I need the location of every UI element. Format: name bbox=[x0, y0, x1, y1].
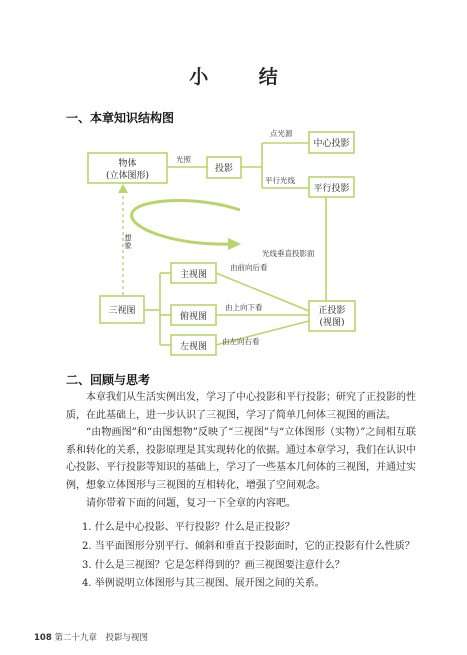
page-title: 小 结 bbox=[189, 66, 300, 88]
edge-label-parallel-light: 平行光线 bbox=[265, 176, 295, 185]
question-1: 1. 什么是中心投影、平行投影？什么是正投影？ bbox=[82, 522, 295, 533]
edge-label-left-dir: 由左向右看 bbox=[222, 337, 260, 346]
node-front-label: 主视图 bbox=[179, 270, 208, 280]
section-heading-review: 二、回顾与思考 bbox=[66, 373, 151, 387]
node-solid-label: 物体 bbox=[118, 159, 137, 169]
node-left-label: 左视图 bbox=[179, 342, 208, 352]
paragraph-1: 本章我们从生活实例出发，学习了中心投影和平行投影；研究了正投影的性质，在此基础上，进一步认识了三视图，学习了简单几何体三视图的画法。 bbox=[66, 392, 416, 421]
question-2: 2. 当平面图形分别平行、倾斜和垂直于投影面时，它的正投影有什么性质？ bbox=[82, 540, 415, 552]
node-projection-label: 投影 bbox=[214, 164, 234, 174]
node-three-view-label: 三视图 bbox=[108, 306, 136, 316]
section-heading-structure: 一、本章知识结构图 bbox=[66, 111, 175, 125]
edge-label-imagine: 想象 bbox=[123, 234, 133, 249]
question-3: 3. 什么是三视图？它是怎样得到的？画三视图要注意什么？ bbox=[82, 559, 345, 571]
question-list bbox=[66, 519, 416, 594]
node-central-label: 中心投影 bbox=[313, 139, 350, 149]
edge-label-top-dir: 由上向下看 bbox=[225, 303, 263, 312]
swirl-arrowhead-icon bbox=[228, 238, 241, 250]
node-solid-sublabel: (立体图形) bbox=[105, 171, 150, 181]
node-parallel-label: 平行投影 bbox=[313, 184, 350, 194]
chapter-title: 第二十九章 投影与视图 bbox=[54, 633, 148, 643]
node-ortho-label: 正投影 bbox=[318, 306, 346, 316]
page-number: 108 bbox=[34, 633, 52, 643]
arrowhead-up-icon bbox=[118, 184, 128, 193]
question-4: 4. 举例说明立体图形与其三视图、展开图之间的关系。 bbox=[82, 578, 325, 590]
edge-label-illumination: 光照 bbox=[176, 155, 191, 164]
paragraph-3: 请你带着下面的问题，复习一下全章的内容吧。 bbox=[86, 497, 296, 509]
review-paragraphs bbox=[66, 389, 416, 512]
node-ortho-sublabel: (视图) bbox=[319, 318, 345, 328]
paragraph-2: “由物画图”和“由图想物”反映了“三视图”与“立体图形（实物）”之间相互联系和转化的关系，投影原理是其实现转化的依据。通过本章学习，我们在认识中心投影、平行投影等知识的基础上，学习了一些基本几何体的三视图，并通过实例，想象立体图形与三视图的互相转化，增强了空间观念。 bbox=[66, 427, 416, 491]
swirl-arrow bbox=[132, 201, 240, 245]
page-footer bbox=[34, 631, 148, 643]
edge-label-front-dir: 由前向后看 bbox=[230, 263, 268, 272]
node-top-label: 俯视图 bbox=[179, 312, 208, 322]
edge-label-perpendicular: 光线垂直投影面 bbox=[262, 249, 315, 258]
edge-label-point-source: 点光源 bbox=[270, 129, 293, 138]
